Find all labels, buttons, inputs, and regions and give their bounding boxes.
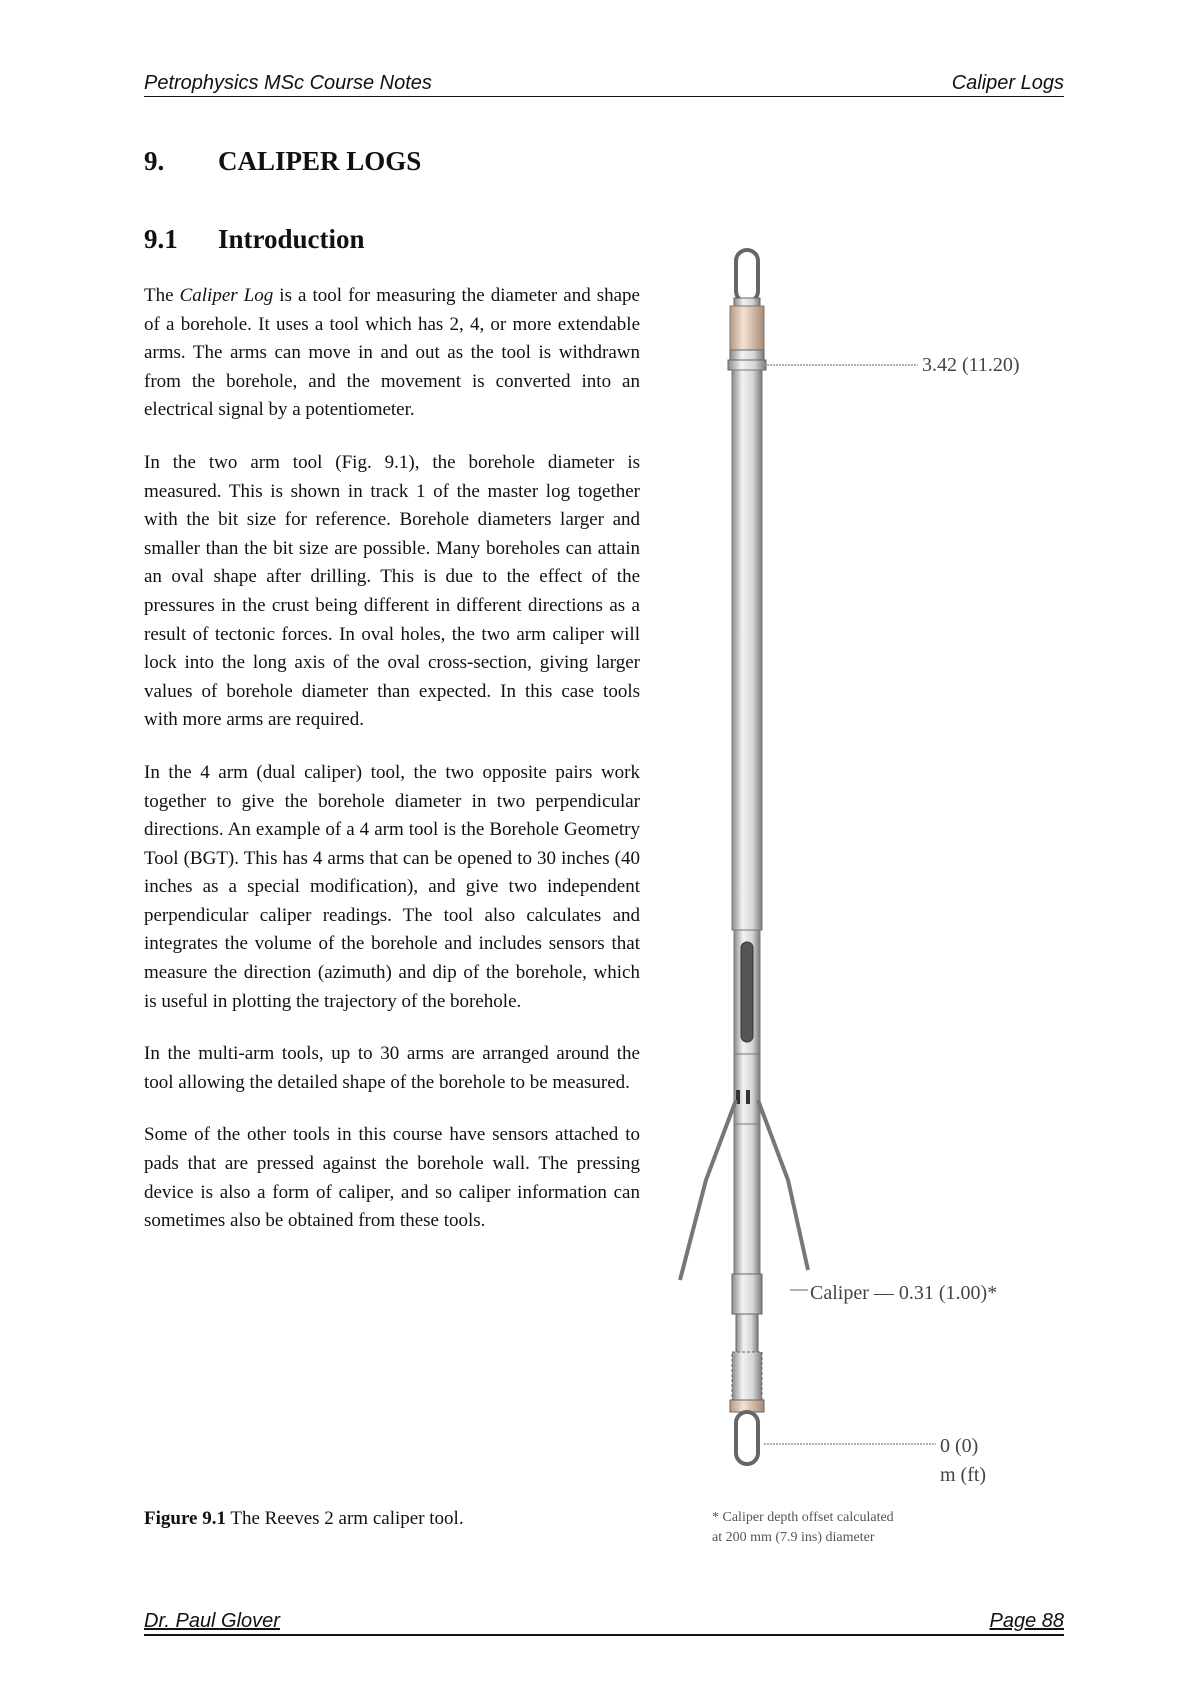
chapter-heading	[144, 146, 421, 177]
footer-author: Dr. Paul Glover	[144, 1610, 280, 1632]
section-heading	[144, 224, 365, 255]
section-title: Introduction	[218, 224, 365, 254]
paragraph-4: In the multi-arm tools, up to 30 arms are arranged around the tool allowing the detailed shape of the borehole to be measured.	[144, 1043, 640, 1093]
bottom-collar	[732, 1352, 762, 1402]
caliper-tool-figure	[640, 240, 1140, 1570]
caliper-arm-right	[758, 1100, 808, 1270]
chapter-number: 9.	[144, 146, 165, 176]
label-units: m (ft)	[940, 1464, 987, 1486]
caliper-arm-left	[680, 1100, 736, 1280]
paragraph-1: The Caliper Log is a tool for measuring the diameter and shape of a borehole. It uses a tool which has 2, 4, or more extendable arms. The arms can move in and out as the tool is withdrawn from the borehole, and the movement is converted into an electrical signal by a potentiometer.	[144, 285, 640, 421]
label-zero: 0 (0)	[940, 1435, 979, 1457]
tool-upper-body	[732, 370, 762, 930]
paragraph-2: In the two arm tool (Fig. 9.1), the borehole diameter is measured. This is shown in track 1 of the master log together with the bit size for reference. Borehole diameters larger and smaller than the bit size are possible. Many boreholes can attain an oval shape after drilling. This is due to the effect of the pressures in the crust being different in different directions as a result of tectonic forces. In oval holes, the two arm caliper will lock into the long axis of the oval cross-section, giving larger values of borehole diameter than expected. In this case tools with more arms are required.	[144, 451, 640, 731]
header-rule	[144, 96, 1064, 97]
caliper-log-term: Caliper Log	[179, 285, 274, 306]
figure-caption-text: The Reeves 2 arm caliper tool.	[225, 1508, 464, 1529]
section-number: 9.1	[144, 224, 178, 254]
paragraph-3: In the 4 arm (dual caliper) tool, the two opposite pairs work together to give the borehole diameter in two perpendicular directions. An example of a 4 arm tool is the Borehole Geometry Tool (BGT). This has 4 arms that can be opened to 30 inches (40 inches as a special modification), and give two independent perpendicular caliper readings. The tool also calculates and integrates the volume of the borehole and includes sensors that measure the direction (azimuth) and dip of the borehole, which is useful in plotting the trajectory of the borehole.	[144, 761, 640, 1012]
paragraph-5: Some of the other tools in this course have sensors attached to pads that are pressed against the borehole wall. The pressing device is also a form of caliper, and so caliper information can sometimes also be obtained from these tools.	[144, 1124, 640, 1232]
chapter-title: CALIPER LOGS	[218, 146, 422, 176]
tool-lower-body	[734, 1124, 760, 1274]
sensor-slot	[741, 942, 753, 1042]
header-chapter-title: Caliper Logs	[951, 72, 1064, 94]
caliper-tool-drawing	[640, 240, 1140, 1570]
figure-caption	[144, 1508, 464, 1530]
header-course-title: Petrophysics MSc Course Notes	[144, 72, 432, 94]
footer-page-number: Page 88	[989, 1610, 1064, 1632]
top-collar	[730, 306, 764, 352]
body-text	[144, 282, 640, 1260]
figure-footnote: * Caliper depth offset calculated at 200 mm (7.9 ins) diameter	[712, 1510, 894, 1545]
top-eye-ring	[736, 250, 758, 302]
footer-rule	[144, 1634, 1064, 1636]
figure-caption-label: Figure 9.1	[144, 1508, 226, 1529]
bottom-eye-ring	[736, 1412, 758, 1464]
label-caliper-offset: Caliper — 0.31 (1.00)*	[810, 1282, 998, 1304]
label-top-offset: 3.42 (11.20)	[922, 354, 1020, 376]
